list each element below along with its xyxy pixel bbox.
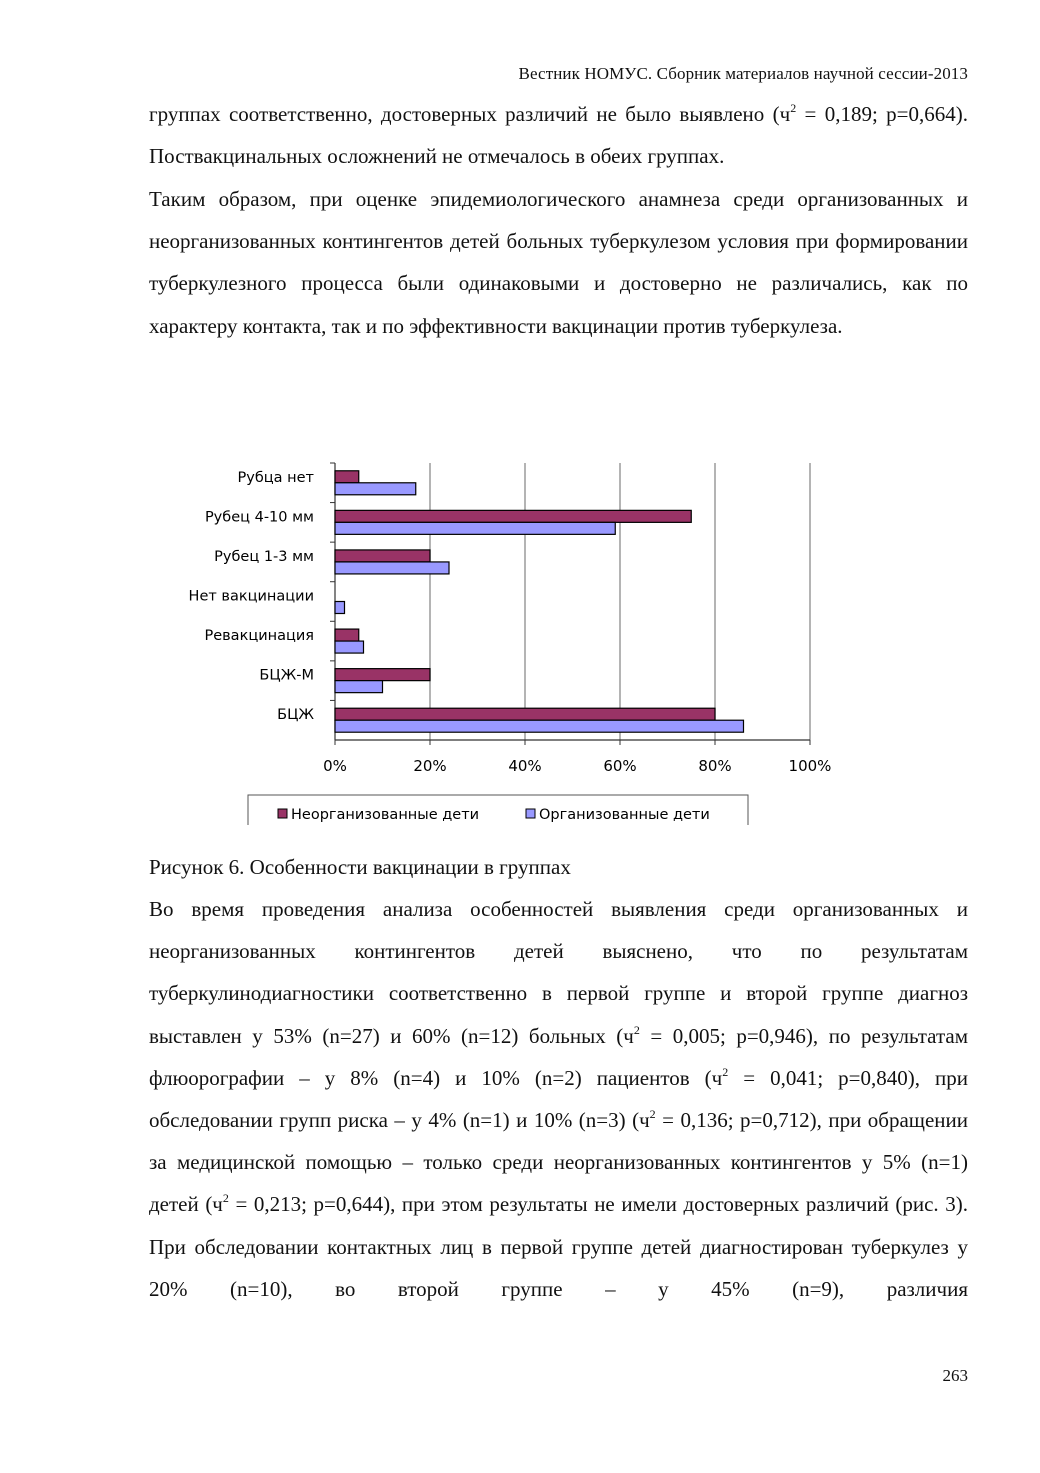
- bar-organized: [335, 641, 364, 653]
- bar-organized: [335, 562, 449, 574]
- bar-unorganized: [335, 471, 359, 483]
- bar-unorganized: [335, 708, 715, 720]
- legend-label: Неорганизованные дети: [291, 807, 480, 823]
- x-tick-label: 20%: [413, 757, 447, 775]
- paragraph-continued: группах соответственно, достоверных различий не было выявлено ($ч^2 = 0,189$; p=0,664). Поствакцинальных осложнений не отмечалось в обеих группах.: [149, 101, 969, 169]
- paragraph-detection: Во время проведения анализа особенностей выявления среди организованных и неорганизованных контингентов детей выяснено, что по результатам туберкулинодиагностики соответственно в первой группе и второй группе диагноз выставлен у 53% (n=27) и 60% (n=12) больных ($ч^2 = 0,005$; p=0,946), по результатам флюорографии – у 8% (n=4) и 10% (n=2) пациентов ($ч^2 = 0,041$; p=0,840), при обследовании групп риска – у 4% (n=1) и 10% (n=3) ($ч^2 = 0,136$; p=0,712), при обращении за медицинской помощью – только среди неорганизованных контингентов у 5% (n=1) детей ($ч^2 = 0,213$; p=0,644), при этом результаты не имели достоверных различий (рис. 3). При обследовании контактных лиц в первой группе детей диагностирован туберкулез у 20% (n=10), во второй группе – у 45% (n=9), различия: [149, 897, 969, 1301]
- bar-unorganized: [335, 550, 430, 562]
- bar-unorganized: [335, 669, 430, 681]
- x-tick-label: 60%: [603, 757, 637, 775]
- category-label: Ревакцинация: [204, 628, 314, 645]
- category-label: БЦЖ-М: [259, 667, 314, 684]
- page-number: 263: [942, 1366, 968, 1385]
- category-label: БЦЖ: [277, 707, 314, 724]
- bar-unorganized: [335, 629, 359, 641]
- chart-svg: [150, 440, 870, 830]
- paragraph-conclusion: Таким образом, при оценке эпидемиологического анамнеза среди организованных и неорганизованных контингентов детей больных туберкулезом условия при формировании туберкулезного процесса были одинаковыми и достоверно не различались, как по характеру контакта, так и по эффективности вакцинации против туберкулеза.: [149, 187, 968, 338]
- vaccination-bar-chart: [150, 440, 870, 830]
- x-tick-label: 40%: [508, 757, 542, 775]
- running-header: Вестник НОМУС. Сборник материалов научной сессии-2013: [518, 64, 968, 83]
- category-label: Рубца нет: [237, 469, 314, 486]
- bar-organized: [335, 522, 615, 534]
- bar-organized: [335, 602, 345, 614]
- legend-label: Организованные дети: [539, 807, 710, 823]
- category-label: Рубец 4-10 мм: [204, 509, 314, 526]
- figure-caption: Рисунок 6. Особенности вакцинации в группах: [149, 855, 571, 879]
- bar-organized: [335, 681, 383, 693]
- bar-organized: [335, 483, 416, 495]
- legend-swatch: [526, 809, 535, 818]
- legend-swatch: [278, 809, 287, 818]
- category-label: Нет вакцинации: [188, 588, 314, 605]
- bar-organized: [335, 720, 744, 732]
- x-tick-label: 80%: [698, 757, 732, 775]
- x-tick-label: 100%: [788, 757, 832, 775]
- x-tick-label: 0%: [323, 757, 347, 775]
- bar-unorganized: [335, 510, 691, 522]
- category-label: Рубец 1-3 мм: [214, 548, 314, 565]
